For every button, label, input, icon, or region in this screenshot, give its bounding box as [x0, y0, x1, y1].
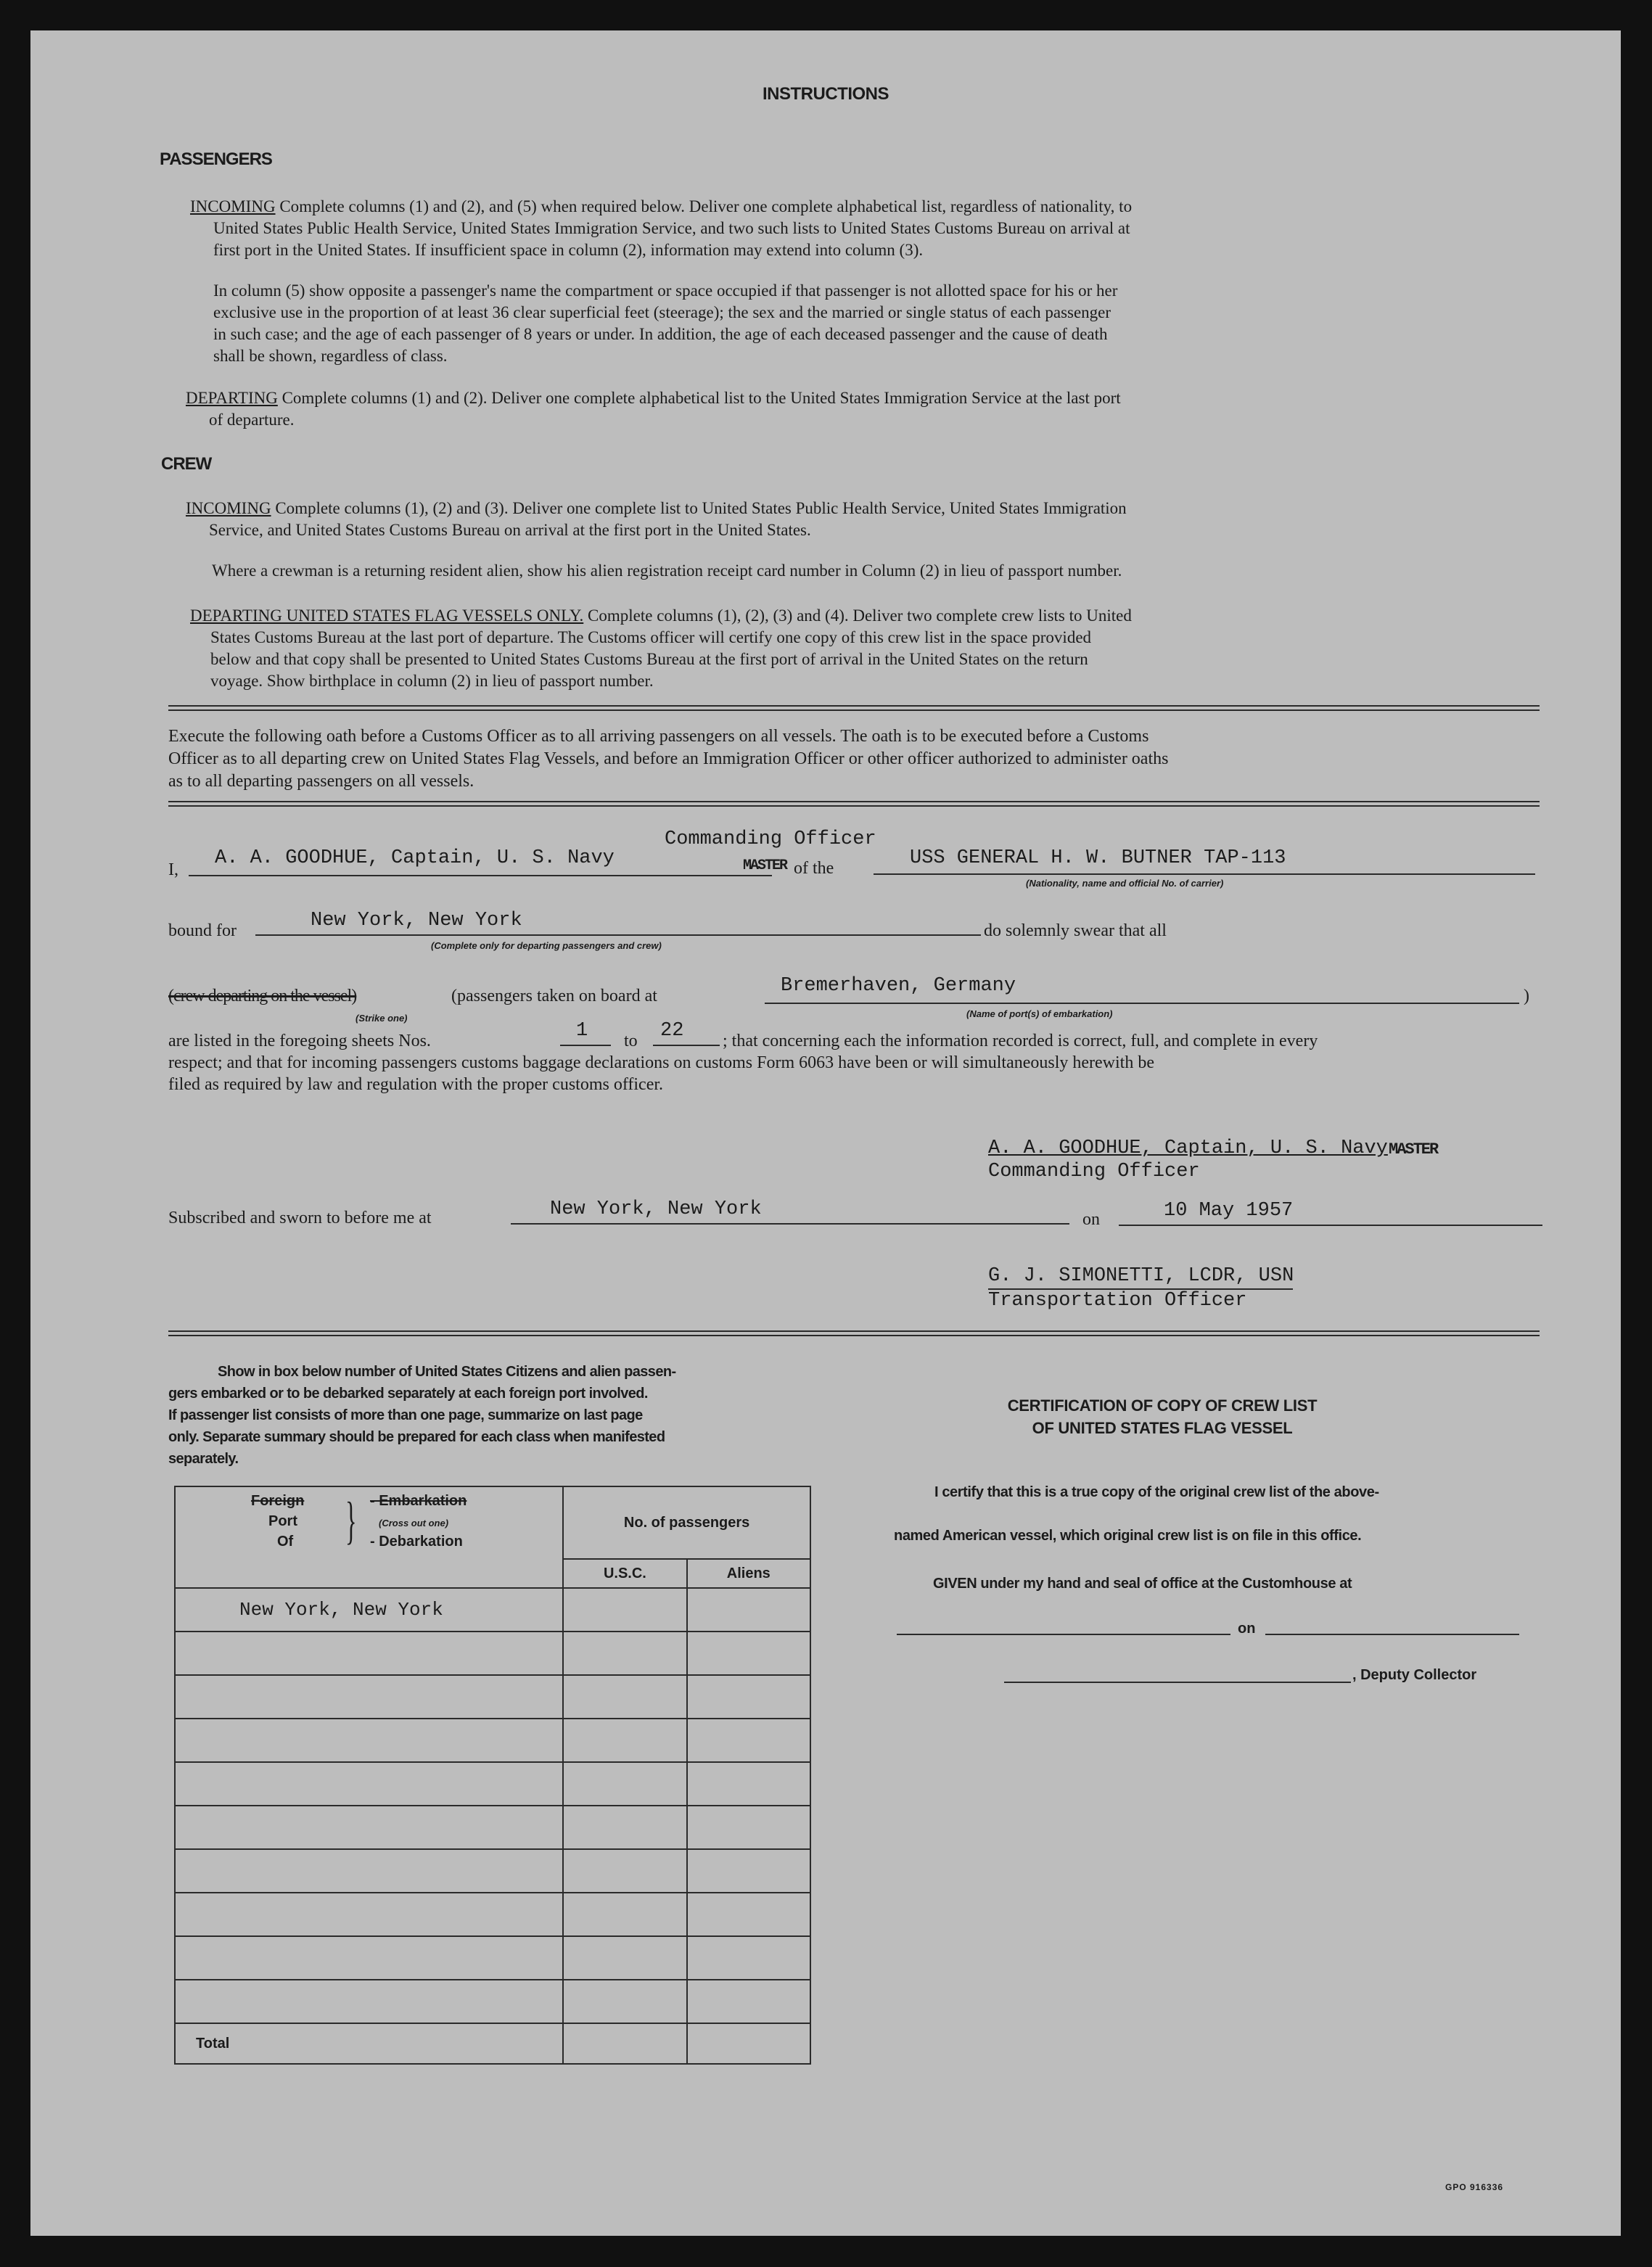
deputy-collector-label: , Deputy Collector: [1352, 1667, 1477, 1683]
deputy-line: [1004, 1682, 1351, 1683]
aliens-cell[interactable]: [687, 1806, 810, 1849]
passengers-incoming-line: first port in the United States. If insufficient space in column (2), information may extend into column (3).: [213, 241, 924, 259]
on-label: on: [1082, 1210, 1100, 1229]
crew-departing-line: voyage. Show birthplace in column (2) in lieu of passport number.: [210, 672, 654, 690]
passengers-incoming-line: United States Public Health Service, United States Immigration Service, and two such lists to United States Customs Bureau on arrival at: [213, 219, 1130, 237]
page-title: INSTRUCTIONS: [763, 84, 889, 104]
crew-incoming-line: Service, and United States Customs Bureau on arrival at the first port in the United States.: [209, 521, 811, 539]
aliens-cell[interactable]: [687, 1762, 810, 1806]
column5-block: [213, 280, 1592, 367]
aliens-cell[interactable]: [687, 1719, 810, 1762]
summary-instr-line: gers embarked or to be debarked separately at each foreign port involved.: [168, 1386, 648, 1402]
port-cell[interactable]: New York, New York: [175, 1588, 563, 1632]
officer-title-typed: Commanding Officer: [665, 828, 876, 850]
certification-title-line: OF UNITED STATES FLAG VESSEL: [1032, 1419, 1293, 1437]
divider: [168, 705, 1540, 711]
usc-cell[interactable]: [563, 1980, 686, 2023]
usc-label: U.S.C.: [603, 1565, 646, 1581]
table-row: [175, 1893, 810, 1936]
aliens-cell[interactable]: [687, 1675, 810, 1719]
table-row: [175, 1806, 810, 1849]
bound-for-label: bound for: [168, 921, 237, 940]
passengers-incoming-label: INCOMING: [190, 197, 276, 215]
embarkation-caption: (Name of port(s) of embarkation): [966, 1008, 1113, 1019]
port-cell[interactable]: [175, 1849, 563, 1893]
foreign-struck: Foreign: [251, 1493, 305, 1509]
crew-departing-label: DEPARTING UNITED STATES FLAG VESSELS ONLY.: [190, 606, 584, 625]
port-header: [175, 1486, 563, 1588]
table-header-row: [175, 1486, 810, 1559]
embarkation-struck: - Embarkation: [370, 1493, 467, 1509]
total-label: Total: [196, 2035, 230, 2052]
officer2-name: G. J. SIMONETTI, LCDR, USN: [988, 1265, 1294, 1287]
usc-cell[interactable]: [563, 1893, 686, 1936]
form-page: [30, 30, 1621, 2236]
officer2-title: Transportation Officer: [988, 1290, 1247, 1312]
of-the-label: of the: [794, 859, 834, 878]
subscribed-date[interactable]: 10 May 1957: [1164, 1200, 1294, 1222]
table-row: [175, 1588, 810, 1632]
summary-instr-line: only. Separate summary should be prepared for each class when manifested: [168, 1429, 665, 1445]
port-label: Port: [268, 1513, 297, 1529]
column5-line: in such case; and the age of each passenger of 8 years or under. In addition, the age of each deceased passenger and the cause of death: [213, 325, 1108, 343]
passengers-departing-line: of departure.: [209, 411, 295, 429]
officer-name[interactable]: A. A. GOODHUE, Captain, U. S. Navy: [215, 847, 615, 869]
column5-line: In column (5) show opposite a passenger's name the compartment or space occupied if that passenger is not allotted space for his or her: [213, 281, 1118, 300]
port-cell[interactable]: [175, 1762, 563, 1806]
sheet-to[interactable]: 22: [660, 1020, 684, 1042]
filed-line: filed as required by law and regulation with the proper customs officer.: [168, 1075, 664, 1094]
divider: [168, 801, 1540, 807]
of-label: Of: [277, 1534, 294, 1550]
total-row: [175, 2023, 810, 2064]
aliens-cell[interactable]: [687, 1893, 810, 1936]
officer-name-line: [189, 875, 772, 876]
table-row: [175, 1675, 810, 1719]
signature-name: A. A. GOODHUE, Captain, U. S. Navy: [988, 1137, 1388, 1159]
bound-for-caption: (Complete only for departing passengers and crew): [431, 940, 662, 951]
resident-alien-note: Where a crewman is a returning resident alien, show his alien registration receipt card number in Column (2) in lieu of passport number.: [212, 561, 1122, 580]
port-cell[interactable]: [175, 1806, 563, 1849]
to-label: to: [624, 1032, 638, 1050]
passengers-incoming-block: [190, 196, 1569, 261]
table-row: [175, 1719, 810, 1762]
passenger-summary-table: [174, 1486, 811, 2065]
usc-cell[interactable]: [563, 1806, 686, 1849]
embarkation-port[interactable]: Bremerhaven, Germany: [781, 975, 1016, 997]
cross-out-note: (Cross out one): [379, 1518, 449, 1529]
port-cell[interactable]: [175, 1719, 563, 1762]
gpo-number: GPO 916336: [1445, 2182, 1504, 2192]
subscribed-place[interactable]: New York, New York: [550, 1198, 762, 1220]
usc-cell[interactable]: [563, 1632, 686, 1675]
i-label: I,: [168, 860, 178, 879]
customhouse-line: [897, 1634, 1230, 1635]
no-passengers-label: No. of passengers: [623, 1514, 750, 1531]
aliens-header: [687, 1559, 810, 1588]
bound-for-line: [255, 934, 981, 936]
aliens-cell[interactable]: [687, 1936, 810, 1980]
port-cell[interactable]: [175, 1632, 563, 1675]
sheets-label: are listed in the foregoing sheets Nos.: [168, 1032, 431, 1050]
table-row: [175, 1980, 810, 2023]
aliens-label: Aliens: [726, 1565, 770, 1581]
subscribed-place-line: [511, 1223, 1069, 1225]
port-cell[interactable]: [175, 1893, 563, 1936]
master-struck: MASTER: [743, 857, 787, 874]
usc-cell[interactable]: [563, 1719, 686, 1762]
total-usc-cell[interactable]: [563, 2023, 686, 2064]
port-cell[interactable]: [175, 1980, 563, 2023]
passengers-departing-label: DEPARTING: [186, 389, 278, 407]
cert-date-line: [1265, 1634, 1519, 1635]
summary-instr-line: separately.: [168, 1451, 239, 1467]
respect-line: respect; and that for incoming passengers customs baggage declarations on customs Form 6063 have been or will simultaneously herewith be: [168, 1053, 1154, 1072]
vessel-caption: (Nationality, name and official No. of carrier): [1026, 878, 1224, 889]
crew-incoming-line: Complete columns (1), (2) and (3). Deliver one complete list to United States Public Health Service, United States Immigration: [275, 499, 1127, 517]
cert-line-3: GIVEN under my hand and seal of office at the Customhouse at: [933, 1576, 1352, 1592]
date-line: [1119, 1225, 1542, 1226]
aliens-cell[interactable]: [687, 1588, 810, 1632]
table-row: [175, 1849, 810, 1893]
swear-text: do solemnly swear that all: [984, 921, 1167, 940]
close-paren: ): [1524, 987, 1529, 1005]
port-cell[interactable]: [175, 1675, 563, 1719]
table-row: [175, 1632, 810, 1675]
sheets-rest: ; that concerning each the information recorded is correct, full, and complete in every: [723, 1032, 1318, 1050]
oath-intro: [168, 725, 1547, 793]
usc-cell[interactable]: [563, 1762, 686, 1806]
summary-instr-line: If passenger list consists of more than one page, summarize on last page: [168, 1407, 643, 1423]
oath-intro-line: Officer as to all departing crew on United States Flag Vessels, and before an Immigration Officer or other officer authorized to administer oaths: [168, 749, 1169, 768]
passengers-departing-line: Complete columns (1) and (2). Deliver one complete alphabetical list to the United States Immigration Service at the last port: [282, 389, 1121, 407]
certification-title-line: CERTIFICATION OF COPY OF CREW LIST: [1007, 1396, 1318, 1415]
usc-cell[interactable]: [563, 1675, 686, 1719]
usc-header: [563, 1559, 686, 1588]
cert-on-label: on: [1238, 1621, 1256, 1637]
column5-line: shall be shown, regardless of class.: [213, 347, 448, 365]
oath-intro-line: Execute the following oath before a Customs Officer as to all arriving passengers on all vessels. The oath is to be executed before a Customs: [168, 727, 1149, 746]
embarkation-line: [765, 1003, 1519, 1004]
debarkation-label: - Debarkation: [370, 1534, 463, 1550]
strike-caption: (Strike one): [356, 1013, 408, 1024]
passengers-departing-block: [186, 387, 1564, 431]
crew-incoming-label: INCOMING: [186, 499, 271, 517]
passengers-heading: PASSENGERS: [160, 149, 272, 169]
usc-cell[interactable]: [563, 1936, 686, 1980]
crew-heading: CREW: [161, 454, 212, 474]
signature-master-struck: MASTER: [1389, 1140, 1438, 1159]
crew-incoming-block: [186, 498, 1564, 541]
divider: [168, 1330, 1540, 1336]
vessel-line: [874, 873, 1535, 875]
usc-cell[interactable]: [563, 1849, 686, 1893]
subscribed-label: Subscribed and sworn to before me at: [168, 1209, 432, 1227]
passengers-incoming-line: Complete columns (1) and (2), and (5) when required below. Deliver one complete alphabetical list, regardless of nationality, to: [279, 197, 1133, 215]
crew-departing-block: [190, 605, 1569, 692]
usc-cell[interactable]: [563, 1588, 686, 1632]
aliens-cell[interactable]: [687, 1632, 810, 1675]
aliens-cell[interactable]: [687, 1980, 810, 2023]
passengers-option: (passengers taken on board at: [451, 987, 657, 1005]
summary-instr-line: Show in box below number of United States Citizens and alien passen-: [218, 1364, 676, 1380]
aliens-cell[interactable]: [687, 1849, 810, 1893]
certification-title: [858, 1394, 1467, 1439]
total-aliens-cell[interactable]: [687, 2023, 810, 2064]
table-row: [175, 1936, 810, 1980]
signature-title: Commanding Officer: [988, 1161, 1200, 1182]
sheet-from-line: [560, 1045, 611, 1046]
column5-line: exclusive use in the proportion of at least 36 clear superficial feet (steerage); the sex and the married or single status of each passenger: [213, 303, 1111, 321]
port-cell[interactable]: [175, 1936, 563, 1980]
sheet-from[interactable]: 1: [576, 1020, 588, 1042]
vessel-name[interactable]: USS GENERAL H. W. BUTNER TAP-113: [910, 847, 1286, 869]
crew-departing-line: States Customs Bureau at the last port of departure. The Customs officer will certify one copy of this crew list in the space provided: [210, 628, 1092, 646]
cert-line-1: I certify that this is a true copy of the original crew list of the above-: [934, 1484, 1379, 1500]
bound-for-value[interactable]: New York, New York: [311, 910, 522, 931]
crew-departing-line: below and that copy shall be presented to United States Customs Bureau at the first port of arrival in the United States on the return: [210, 650, 1088, 668]
total-label-cell: [175, 2023, 563, 2064]
no-passengers-header: [563, 1486, 810, 1559]
oath-intro-line: as to all departing passengers on all vessels.: [168, 772, 474, 791]
crew-departing-line: Complete columns (1), (2), (3) and (4). Deliver two complete crew lists to United: [588, 606, 1132, 625]
crew-struck-option: (crew departing on the vessel): [168, 987, 357, 1005]
cert-line-2: named American vessel, which original crew list is on file in this office.: [894, 1528, 1362, 1544]
sheet-to-line: [653, 1045, 720, 1046]
summary-instructions: [168, 1361, 821, 1470]
brace-icon: }: [345, 1492, 357, 1550]
table-row: [175, 1762, 810, 1806]
